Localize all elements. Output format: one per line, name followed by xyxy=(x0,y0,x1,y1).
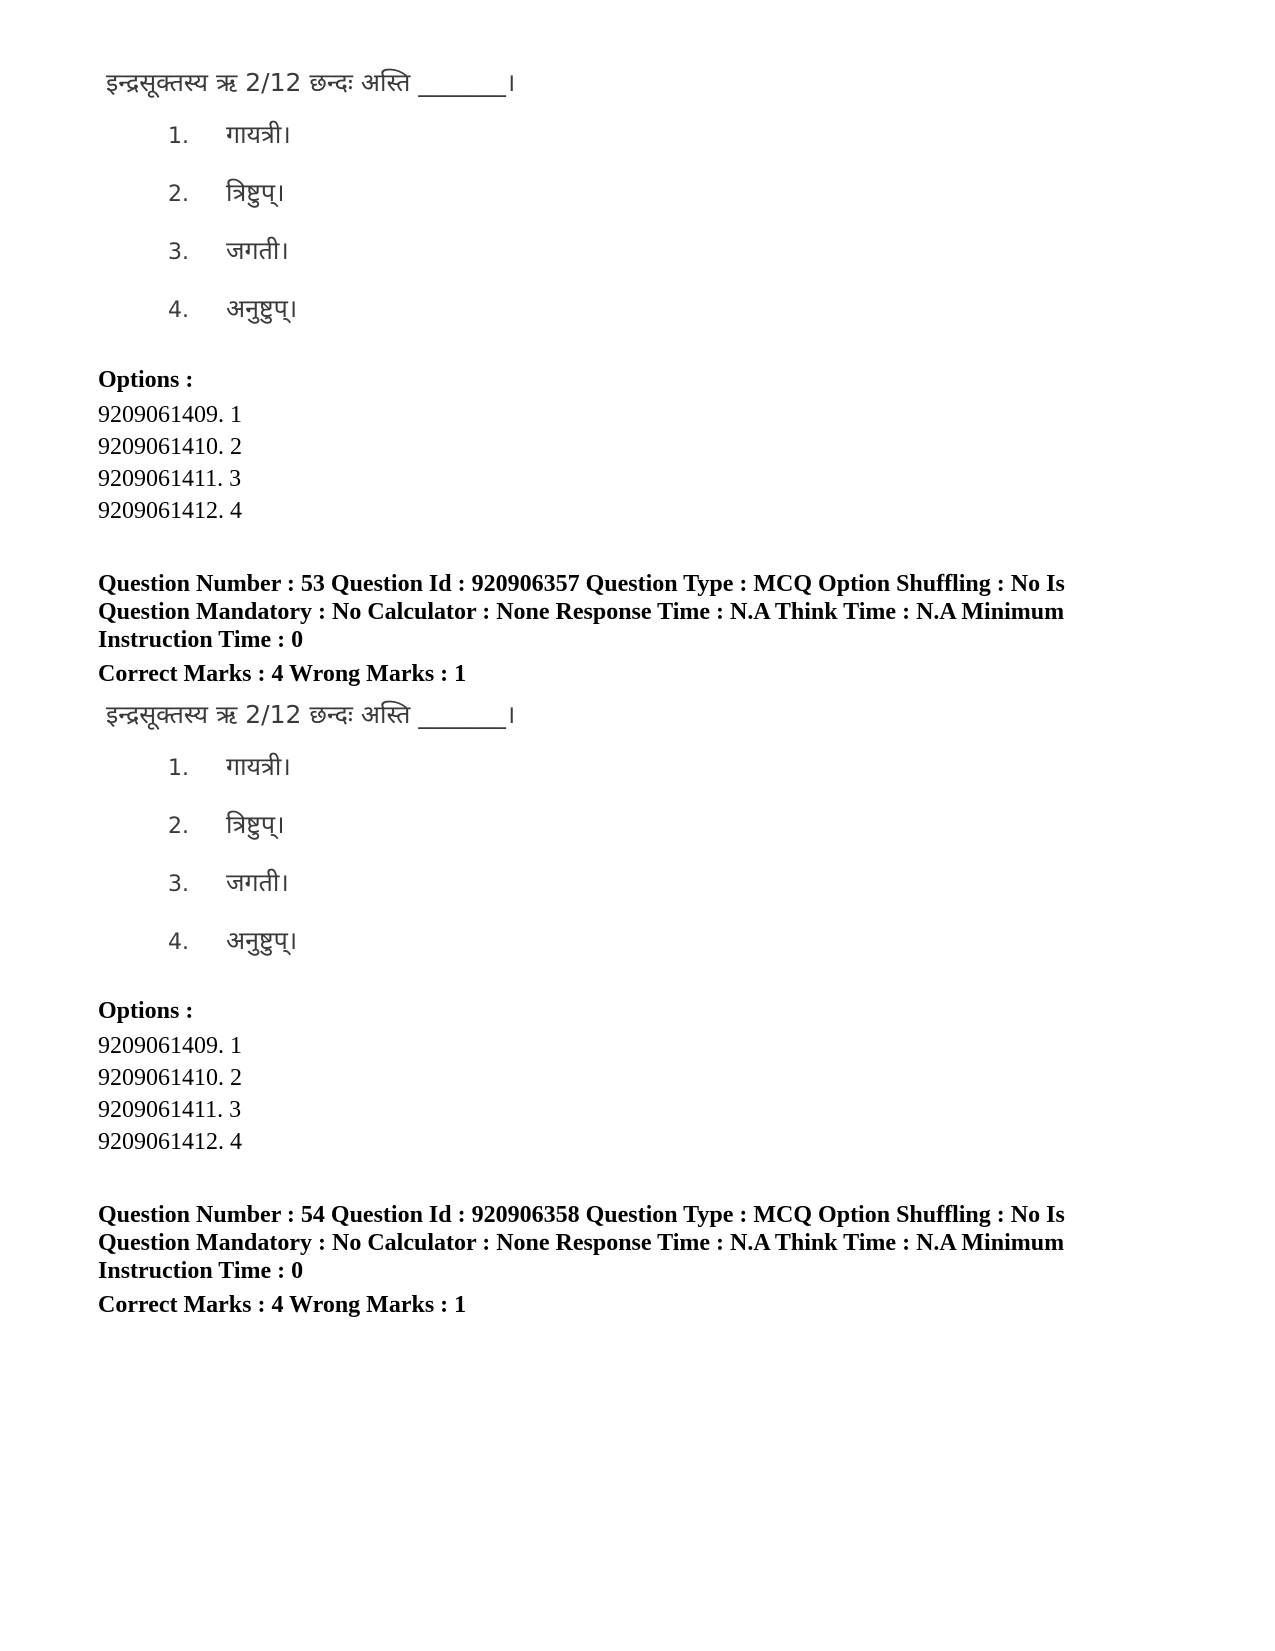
question-stem: इन्द्रसूक्तस्य ऋ 2/12 छन्दः अस्ति _______। xyxy=(106,700,516,729)
question-meta xyxy=(98,570,1198,688)
options-title: Options : xyxy=(98,998,194,1024)
choice-number: 4. xyxy=(168,930,189,955)
choice-number: 1. xyxy=(168,756,189,781)
option-line: 9209061411. 3 xyxy=(98,466,242,492)
options-list xyxy=(98,365,1198,527)
choice-number: 4. xyxy=(168,298,189,323)
meta-line: Question Number : 54 Question Id : 920906358 Question Type : MCQ Option Shuffling : No Is xyxy=(98,1202,1065,1228)
marks-line: Correct Marks : 4 Wrong Marks : 1 xyxy=(98,1292,467,1318)
choice-text: जगती। xyxy=(226,868,289,897)
choice-item xyxy=(100,120,560,178)
option-line: 9209061411. 3 xyxy=(98,1097,242,1123)
choice-text: गायत्री। xyxy=(226,120,291,149)
option-line: 9209061410. 2 xyxy=(98,1065,242,1091)
question-meta xyxy=(98,1201,1198,1319)
options-title: Options : xyxy=(98,367,194,393)
option-line: 9209061412. 4 xyxy=(98,1129,242,1155)
meta-line: Instruction Time : 0 xyxy=(98,1258,304,1284)
choice-text: अनुष्टुप्। xyxy=(226,926,298,955)
choice-number: 3. xyxy=(168,872,189,897)
question-image xyxy=(100,700,560,984)
choice-item xyxy=(100,868,560,926)
question-choices xyxy=(100,120,560,352)
choice-item xyxy=(100,178,560,236)
meta-line: Question Mandatory : No Calculator : None Response Time : N.A Think Time : N.A Minimum xyxy=(98,1230,1065,1256)
option-line: 9209061409. 1 xyxy=(98,1033,242,1059)
question-stem: इन्द्रसूक्तस्य ऋ 2/12 छन्दः अस्ति _______। xyxy=(106,68,516,97)
meta-line: Question Mandatory : No Calculator : None Response Time : N.A Think Time : N.A Minimum xyxy=(98,599,1065,625)
choice-number: 1. xyxy=(168,124,189,149)
choice-item xyxy=(100,810,560,868)
choice-item xyxy=(100,752,560,810)
question-image xyxy=(100,68,560,352)
choice-number: 2. xyxy=(168,814,189,839)
choice-number: 3. xyxy=(168,240,189,265)
choice-text: त्रिष्टुप्। xyxy=(226,810,285,839)
choice-item xyxy=(100,926,560,984)
options-list xyxy=(98,996,1198,1158)
option-line: 9209061412. 4 xyxy=(98,498,242,524)
choice-item xyxy=(100,294,560,352)
choice-text: त्रिष्टुप्। xyxy=(226,178,285,207)
choice-item xyxy=(100,236,560,294)
choice-number: 2. xyxy=(168,182,189,207)
option-line: 9209061410. 2 xyxy=(98,434,242,460)
choice-text: जगती। xyxy=(226,236,289,265)
option-line: 9209061409. 1 xyxy=(98,402,242,428)
question-choices xyxy=(100,752,560,984)
choice-text: अनुष्टुप्। xyxy=(226,294,298,323)
marks-line: Correct Marks : 4 Wrong Marks : 1 xyxy=(98,661,467,687)
choice-text: गायत्री। xyxy=(226,752,291,781)
meta-line: Instruction Time : 0 xyxy=(98,627,304,653)
meta-line: Question Number : 53 Question Id : 920906357 Question Type : MCQ Option Shuffling : No Is xyxy=(98,571,1065,597)
